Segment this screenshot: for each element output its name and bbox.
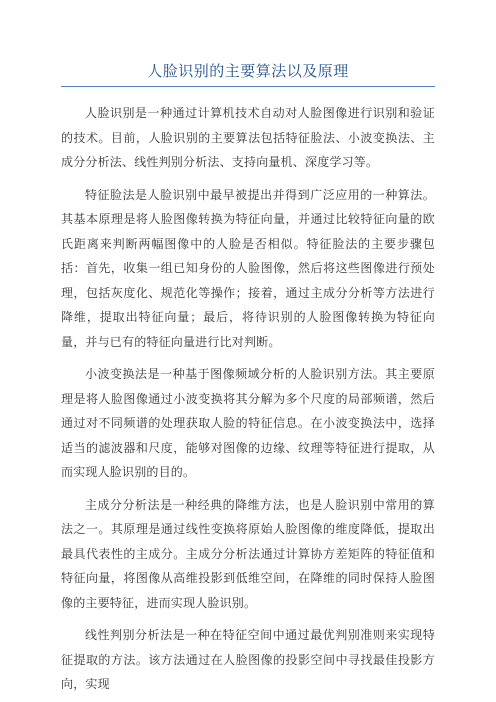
paragraph-eigenface: 特征脸法是人脸识别中最早被提出并得到广泛应用的一种算法。其基本原理是将人脸图像转换为特征向量，并通过比较特征向量的欧氏距离来判断两幅图像中的人脸是否相似。特征脸法的主要步骤包括：首先，收集一组已知身份的人脸图像，然后将这些图像进行预处理，包括灰度化、规范化等操作；接着，通过主成分分析等方法进行降维，提取出特征向量；最后，将待识别的人脸图像转换为特征向量，并与已有的特征向量进行比对判断。 (61, 187, 435, 349)
title-underline (61, 86, 435, 87)
paragraph-wavelet: 小波变换法是一种基于图像频域分析的人脸识别方法。其主要原理是将人脸图像通过小波变换将其分解为多个尺度的局部频谱，然后通过对不同频谱的处理获取人脸的特征信息。在小波变换法中，选择适当的滤波器和尺度，能够对图像的边缘、纹理等特征进行提取，从而实现人脸识别的目的。 (61, 367, 435, 479)
paragraph-intro: 人脸识别是一种通过计算机技术自动对人脸图像进行识别和验证的技术。目前，人脸识别的主要算法包括特征脸法、小波变换法、主成分分析法、线性判别分析法、支持向量机、深度学习等。 (61, 106, 435, 169)
paragraph-lda: 线性判别分析法是一种在特征空间中通过最优判别准则来实现特征提取的方法。该方法通过在人脸图像的投影空间中寻找最佳投影方向，实现 (61, 628, 435, 691)
document-body (61, 101, 435, 697)
document-title: 人脸识别的主要算法以及原理 (147, 62, 349, 80)
paragraph-pca: 主成分分析法是一种经典的降维方法，也是人脸识别中常用的算法之一。其原理是通过线性变换将原始人脸图像的维度降低，提取出最具代表性的主成分。主成分分析法通过计算协方差矩阵的特征值和特征向量，将图像从高维投影到低维空间，在降维的同时保持人脸图像的主要特征，进而实现人脸识别。 (61, 497, 435, 610)
